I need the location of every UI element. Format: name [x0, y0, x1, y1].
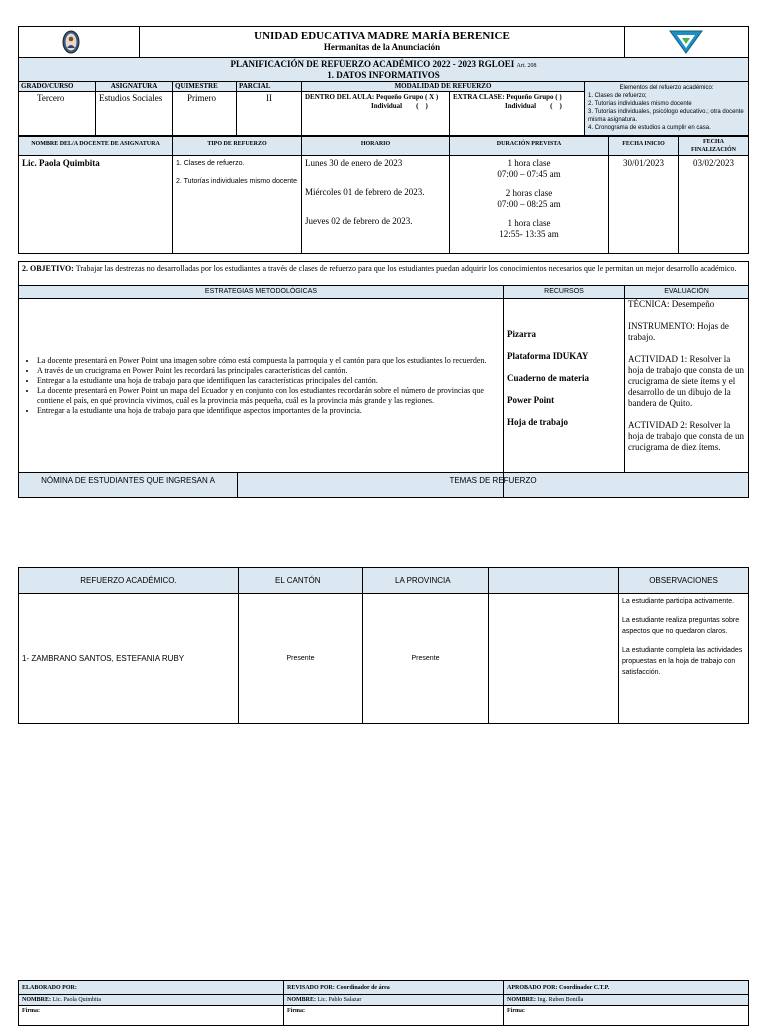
elaborado-name: NOMBRE: Lic. Paola Quimbita — [19, 995, 284, 1006]
school-name: UNIDAD EDUCATIVA MADRE MARÍA BERENICE — [254, 30, 510, 42]
school-shield-logo — [668, 29, 704, 55]
student-provincia: Presente — [363, 594, 489, 724]
dentro-grupo: Pequeño Grupo ( X ) — [375, 93, 439, 101]
elementos-item: 1. Clases de refuerzo; — [588, 93, 647, 99]
horario-item: Miércoles 01 de febrero de 2023. — [305, 187, 425, 197]
fecha-inicio-header: FECHA INICIO — [609, 137, 679, 156]
student-observaciones — [619, 594, 749, 724]
aprobado-name: NOMBRE: Ing. Ruben Bonilla — [504, 995, 749, 1006]
observation-item: La estudiante realiza preguntas sobre aspectos que no quedaron claros. — [622, 617, 740, 635]
virgin-mary-logo — [62, 30, 80, 54]
duracion-header: DURACIÓN PREVISTA — [450, 137, 609, 156]
horario-cell — [302, 156, 450, 254]
eval-actividad1: ACTIVIDAD 1: Resolver la hoja de trabajo que consta de un crucigrama de siete ítems y el desarrollo de un dibujo de la bandera de Quito. — [628, 354, 744, 408]
elementos-item: 2. Tutorías individuales mismo docente — [588, 101, 692, 107]
revisado-title: REVISADO POR: Coordinador de área — [284, 981, 504, 995]
duracion-label: 1 hora clase — [507, 158, 551, 168]
horario-item: Lunes 30 de enero de 2023 — [305, 158, 403, 168]
student-name: 1- ZAMBRANO SANTOS, ESTEFANIA RUBY — [19, 594, 239, 724]
extra-individual: Individual ( ) — [505, 102, 562, 110]
extra-clase-cell — [450, 92, 585, 136]
duracion-cell — [450, 156, 609, 254]
objective-text: Trabajar las destrezas no desarrolladas por los estudiantes a través de clases de refuerzo para que los estudiantes puedan adquirir los conocimientos necesarios que le permitan un mejor desarrollo académico. — [75, 264, 737, 273]
resources-cell — [504, 299, 625, 473]
evaluation-header: EVALUACIÓN — [625, 286, 749, 299]
resource-item: Hoja de trabajo — [507, 417, 568, 427]
plan-article: Art. 208 — [516, 63, 537, 69]
tipo-item: 1. Clases de refuerzo. — [176, 160, 245, 167]
students-header-canton: EL CANTÓN — [239, 568, 363, 594]
resource-item: Pizarra — [507, 329, 536, 339]
dentro-aula-cell — [302, 92, 450, 136]
docente-name: Lic. Paola Quimbita — [19, 156, 173, 254]
horario-item: Jueves 02 de febrero de 2023. — [305, 216, 413, 226]
tipo-item: 2. Tutorías individuales mismo docente — [176, 178, 298, 185]
extra-label: EXTRA CLASE: — [453, 93, 505, 101]
resource-item: Plataforma IDUKAY — [507, 351, 589, 361]
school-title-cell — [140, 27, 625, 58]
elementos-item: 3. Tutorías individuales, psicólogo educativo.; otra docente misma asignatura. — [588, 109, 744, 123]
duracion-label: 2 horas clase — [505, 188, 553, 198]
plan-title-cell — [19, 58, 749, 83]
signatures-table — [18, 980, 749, 1026]
strategies-table — [18, 261, 749, 498]
grado-value: Tercero — [19, 92, 96, 136]
observation-item: La estudiante participa activamente. — [622, 598, 735, 605]
asignatura-label: ASIGNATURA — [96, 82, 173, 92]
strategies-cell — [19, 299, 504, 473]
quimestre-value: Primero — [173, 92, 237, 136]
tipo-header: TIPO DE REFUERZO — [173, 137, 302, 156]
grado-label: GRADO/CURSO — [19, 82, 96, 92]
objective-cell — [19, 262, 749, 286]
student-extra — [489, 594, 619, 724]
school-subtitle: Hermanitas de la Anunciación — [323, 42, 441, 52]
student-row — [19, 594, 749, 724]
students-header-refuerzo: REFUERZO ACADÉMICO. — [19, 568, 239, 594]
elaborado-title: ELABORADO POR: — [19, 981, 284, 995]
duracion-range: 12:55- 13:35 am — [499, 229, 559, 239]
strategy-item: • Entregar a la estudiante una hoja de trabajo para que identifique aspectos importantes de la provincia. — [37, 406, 499, 416]
revisado-name: NOMBRE: Lic. Pablo Salazar — [284, 995, 504, 1006]
parcial-value: II — [237, 92, 302, 136]
students-header-extra — [489, 568, 619, 594]
fecha-fin-header: FECHA FINALIZACIÓN — [679, 137, 749, 156]
modalidad-label: MODALIDAD DE REFUERZO — [302, 82, 585, 92]
students-header-provincia: LA PROVINCIA — [363, 568, 489, 594]
resources-header: RECURSOS — [504, 286, 625, 299]
duracion-range: 07:00 – 08:25 am — [497, 199, 561, 209]
fecha-fin-value: 03/02/2023 — [679, 156, 749, 254]
asignatura-value: Estudios Sociales — [96, 92, 173, 136]
dentro-individual: Individual ( ) — [371, 102, 428, 110]
revisado-firma: Firma: — [284, 1006, 504, 1026]
elaborado-firma: Firma: — [19, 1006, 284, 1026]
aprobado-title: APROBADO POR: Coordinador C.T.P. — [504, 981, 749, 995]
nomina-label: NÓMINA DE ESTUDIANTES QUE INGRESAN A — [19, 473, 238, 497]
students-table — [18, 567, 749, 724]
observation-item: La estudiante completa las actividades propuestas en la hoja de trabajo con satisfacción. — [622, 647, 743, 676]
horario-header: HORARIO — [302, 137, 450, 156]
resource-item: Power Point — [507, 395, 555, 405]
students-header-observaciones: OBSERVACIONES — [619, 568, 749, 594]
fecha-inicio-value: 30/01/2023 — [609, 156, 679, 254]
eval-actividad2: ACTIVIDAD 2: Resolver la hoja de trabajo que consta de un crucigrama de diez ítems. — [628, 420, 744, 452]
schedule-table — [18, 136, 749, 254]
elementos-item: 4. Cronograma de estudios a cumplir en casa. — [588, 125, 711, 131]
aprobado-firma: Firma: — [504, 1006, 749, 1026]
evaluation-cell — [625, 299, 749, 473]
elementos-title: Elementos del refuerzo académico: — [619, 85, 714, 91]
header-table — [18, 26, 749, 83]
eval-instrumento: INSTRUMENTO: Hojas de trabajo. — [628, 321, 729, 342]
objective-label: 2. OBJETIVO: — [22, 264, 74, 273]
resource-item: Cuaderno de materia — [507, 373, 589, 383]
eval-tecnica: TÉCNICA: Desempeño — [628, 299, 715, 309]
info-table — [18, 81, 749, 136]
plan-title: PLANIFICACIÓN DE REFUERZO ACADÉMICO 2022 - 2023 RGLOEI — [230, 59, 515, 69]
extra-grupo: Pequeño Grupo ( ) — [506, 93, 562, 101]
dentro-label: DENTRO DEL AULA: — [305, 93, 375, 101]
section1-title: 1. DATOS INFORMATIVOS — [327, 70, 440, 80]
quimestre-label: QUIMESTRE — [173, 82, 237, 92]
strategy-item: • A través de un crucigrama en Power Point les recordará las principales características del cantón. — [37, 366, 499, 376]
strategy-item: • La docente presentará en Power Point un mapa del Ecuador y en conjunto con los estudiantes recordarán sobre el número de provincias que contiene el país, en qué provincia vivimos, cuál es la provincia más pequeña, cuál es la provincia más grande y las regiones. — [37, 386, 499, 406]
docente-header: NOMBRE DEL/A DOCENTE DE ASIGNATURA — [19, 137, 173, 156]
temas-label: TEMAS DE REFUERZO — [449, 476, 537, 485]
strategy-item: • Entregar a la estudiante una hoja de trabajo para que identifiquen las características principales del cantón. — [37, 376, 499, 386]
elementos-cell — [585, 82, 749, 136]
tipo-refuerzo-cell — [173, 156, 302, 254]
duracion-range: 07:00 – 07:45 am — [497, 169, 561, 179]
strategies-header: ESTRATEGIAS METODOLÓGICAS — [19, 286, 504, 299]
parcial-label: PARCIAL — [237, 82, 302, 92]
student-canton: Presente — [239, 594, 363, 724]
duracion-label: 1 hora clase — [507, 218, 551, 228]
strategy-item: • La docente presentará en Power Point una imagen sobre cómo está compuesta la parroquia y el cantón para que los estudiantes lo recuerden. — [37, 356, 499, 366]
